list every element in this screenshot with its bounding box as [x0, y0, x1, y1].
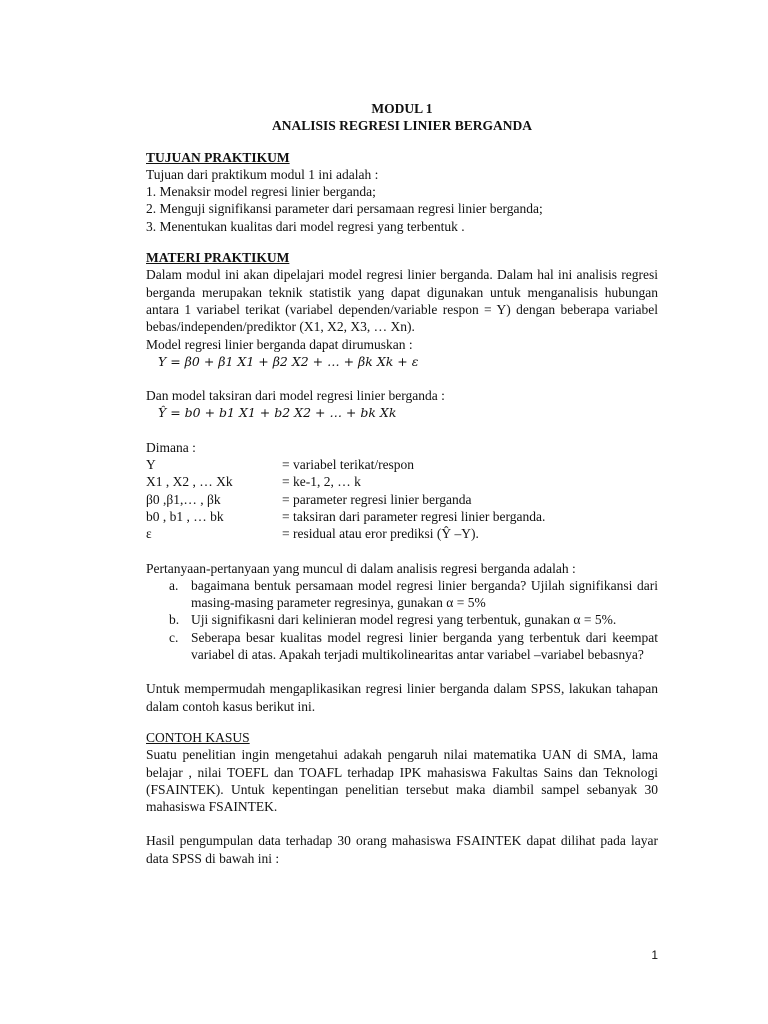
definition-symbol: Y	[146, 457, 156, 473]
definition-text: = ke-1, 2, … k	[282, 474, 361, 490]
question-text: Seberapa besar kualitas model regresi linier berganda yang terbentuk dari keempat variabel di atas. Apakah terjadi multikolinearitas antar variabel –variabel bebasnya?	[191, 629, 658, 663]
list-item	[169, 629, 658, 664]
definition-symbol: b0 , b1 , … bk	[146, 508, 224, 524]
document-page	[146, 100, 658, 867]
module-title: MODUL 1	[371, 101, 433, 116]
definition-symbol: ε	[146, 526, 152, 542]
question-text: bagaimana bentuk persamaan model regresi linier berganda? Ujilah signifikansi dari masing-masing parameter regresinya, gunakan α = 5%	[191, 577, 658, 611]
taksiran-equation: Ŷ = b0 + b1 X1 + b2 X2 + … + bk Xk	[158, 405, 397, 421]
definition-symbol: β0 ,β1,… , βk	[146, 491, 221, 507]
dimana-label: Dimana :	[146, 439, 196, 455]
list-marker: a.	[169, 577, 179, 593]
tujuan-item: 3. Menentukan kualitas dari model regresi yang terbentuk .	[146, 218, 465, 234]
taksiran-intro: Dan model taksiran dari model regresi linier berganda :	[146, 388, 445, 404]
list-marker: b.	[169, 612, 180, 628]
list-item	[169, 611, 658, 628]
question-text: Uji signifikasni dari kelinieran model regresi yang terbentuk, gunakan α = 5%.	[191, 612, 617, 628]
tujuan-heading: TUJUAN PRAKTIKUM	[146, 149, 290, 165]
questions-intro: Pertanyaan-pertanyaan yang muncul di dalam analisis regresi berganda adalah :	[146, 560, 576, 576]
materi-paragraph: Dalam modul ini akan dipelajari model regresi linier berganda. Dalam hal ini analisis regresi berganda merupakan teknik statistik yang dapat digunakan untuk menganalisis hubungan antara 1 variabel terikat (variabel dependen/variable respon = Y) dengan beberapa variabel bebas/independen/prediktor (X1, X2, X3, … Xn).	[146, 267, 658, 335]
contoh-heading: CONTOH KASUS	[146, 729, 250, 745]
spss-paragraph: Untuk mempermudah mengaplikasikan regresi linier berganda dalam SPSS, lakukan tahapan dalam contoh kasus berikut ini.	[146, 681, 658, 714]
contoh-paragraph: Suatu penelitian ingin mengetahui adakah pengaruh nilai matematika UAN di SMA, lama belajar , nilai TOEFL dan TOAFL terhadap IPK mahasiswa Fakultas Sains dan Teknologi (FSAINTEK). Untuk kepentingan penelitian tersebut maka diambil sampel sebanyak 30 mahasiswa FSAINTEK.	[146, 747, 658, 815]
page-number: 1	[651, 948, 658, 962]
definition-text: = residual atau eror prediksi (Ŷ –Y).	[282, 526, 479, 542]
tujuan-item: 1. Menaksir model regresi linier berganda;	[146, 184, 376, 200]
definition-text: = variabel terikat/respon	[282, 457, 415, 473]
tujuan-item: 2. Menguji signifikansi parameter dari persamaan regresi linier berganda;	[146, 201, 543, 217]
definition-text: = parameter regresi linier berganda	[282, 491, 472, 507]
definition-text: = taksiran dari parameter regresi linier berganda.	[282, 508, 546, 524]
tujuan-intro: Tujuan dari praktikum modul 1 ini adalah :	[146, 166, 379, 182]
list-marker: c.	[169, 629, 179, 645]
list-item	[169, 577, 658, 612]
questions-list	[146, 577, 658, 663]
definition-table	[146, 456, 658, 542]
contoh-paragraph-2: Hasil pengumpulan data terhadap 30 orang mahasiswa FSAINTEK dapat dilihat pada layar data SPSS di bawah ini :	[146, 833, 658, 866]
definition-symbol: X1 , X2 , … Xk	[146, 474, 233, 490]
materi-heading: MATERI PRAKTIKUM	[146, 250, 290, 266]
model-intro: Model regresi linier berganda dapat dirumuskan :	[146, 336, 413, 352]
model-equation: Y = β0 + β1 X1 + β2 X2 + … + βk Xk + ε	[158, 353, 419, 369]
module-subtitle: ANALISIS REGRESI LINIER BERGANDA	[272, 118, 532, 134]
